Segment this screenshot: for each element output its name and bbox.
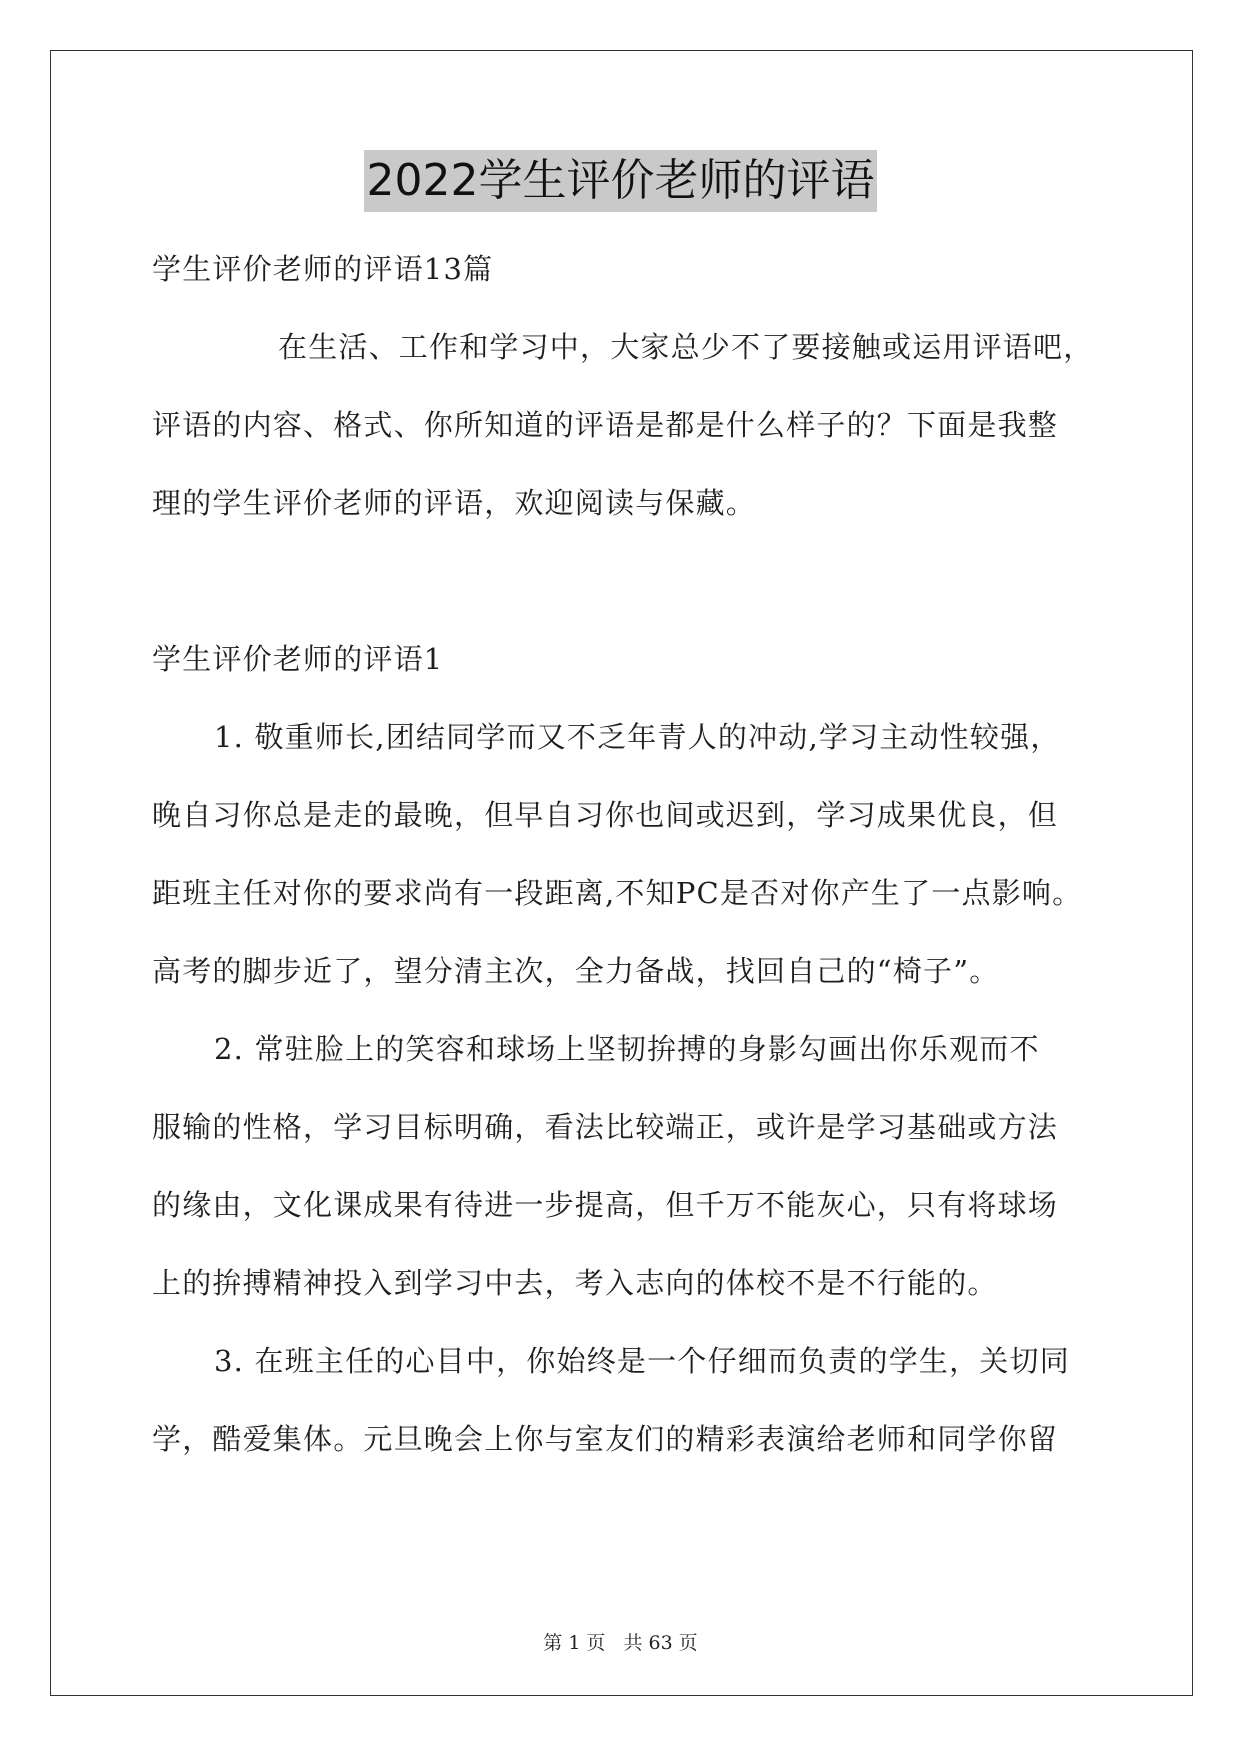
intro-line: 理的学生评价老师的评语，欢迎阅读与保藏。	[152, 486, 757, 520]
document-subtitle: 学生评价老师的评语13篇	[152, 252, 494, 286]
page-footer	[0, 1628, 1241, 1655]
comment-line: 1. 敬重师长,团结同学而又不乏年青人的冲动,学习主动性较强，	[214, 720, 1061, 754]
comment-line: 晚自习你总是走的最晚，但早自习你也间或迟到，学习成果优良，但	[152, 798, 1059, 832]
comment-line: 上的拚搏精神投入到学习中去，考入志向的体校不是不行能的。	[152, 1266, 998, 1300]
paragraph-gap	[152, 542, 1088, 620]
page-label: 第 1 页	[543, 1632, 606, 1654]
comment-line: 2. 常驻脸上的笑容和球场上坚韧拚搏的身影勾画出你乐观而不	[214, 1032, 1040, 1066]
document-body	[152, 230, 1094, 1478]
total-pages: 63	[648, 1632, 673, 1654]
comment-line: 3. 在班主任的心目中，你始终是一个仔细而负责的学生，关切同	[214, 1344, 1070, 1378]
comment-line: 服输的性格，学习目标明确，看法比较端正，或许是学习基础或方法	[152, 1110, 1059, 1144]
intro-line: 在生活、工作和学习中，大家总少不了要接触或运用评语吧，	[278, 330, 1094, 364]
comment-line: 距班主任对你的要求尚有一段距离,不知PC是否对你产生了一点影响。	[152, 876, 1083, 910]
comment-line: 学，酷爱集体。元旦晚会上你与室友们的精彩表演给老师和同学你留	[152, 1422, 1059, 1456]
comment-line: 的缘由，文化课成果有待进一步提高，但千万不能灰心，只有将球场	[152, 1188, 1059, 1222]
total-pages-label: 共 63 页	[623, 1632, 698, 1654]
section-heading: 学生评价老师的评语1	[152, 642, 444, 676]
comment-line: 高考的脚步近了，望分清主次，全力备战，找回自己的“椅子”。	[152, 954, 1000, 988]
title-container	[0, 150, 1241, 212]
intro-line: 评语的内容、格式、你所知道的评语是都是什么样子的？下面是我整	[152, 408, 1059, 442]
page-number: 1	[568, 1632, 581, 1654]
document-title: 2022学生评价老师的评语	[364, 150, 878, 212]
